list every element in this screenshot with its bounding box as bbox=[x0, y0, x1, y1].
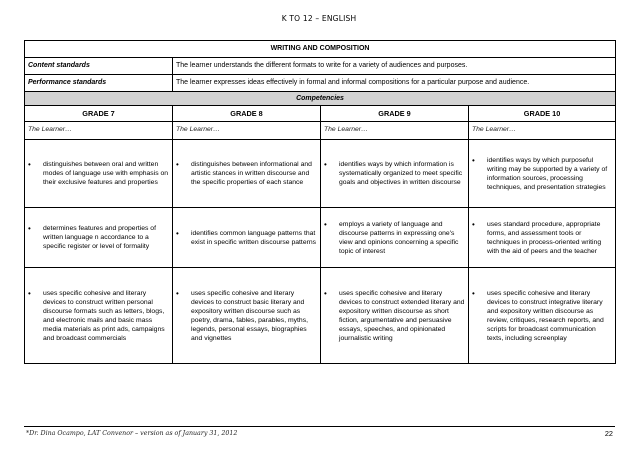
competency-cell bbox=[469, 140, 616, 208]
bullet-icon: • bbox=[324, 219, 327, 229]
competency-cell bbox=[25, 140, 173, 208]
competency-cell bbox=[321, 140, 469, 208]
competency-text: identifies ways by which purposeful writing may be supported by a variety of information sources, processing techniques, and presentation strategies bbox=[487, 156, 608, 191]
competency-text: distinguishes between informational and artistic stances in written discourse and the specific properties of each stance bbox=[191, 161, 312, 186]
competencies-label: Competencies bbox=[25, 92, 616, 106]
performance-standards-row bbox=[25, 75, 616, 92]
learner-label: The Learner… bbox=[321, 122, 469, 140]
competencies-row bbox=[25, 92, 616, 106]
competency-text: uses standard procedure, appropriate forms, and assessment tools or techniques in process-oriented writing with the aid of peers and the teacher bbox=[487, 220, 602, 255]
bullet-icon: • bbox=[176, 228, 179, 238]
bullet-icon: • bbox=[472, 219, 475, 229]
content-standards-row bbox=[25, 58, 616, 75]
competency-text: uses specific cohesive and literary devices to construct written personal discourse formats such as letters, blogs, and electronic mails and basic mass media materials as print ads, campaigns and broadcast commercials bbox=[43, 289, 165, 342]
competency-text: determines features and properties of written language n accordance to a specific register or level of formality bbox=[43, 225, 156, 250]
page-number: 22 bbox=[604, 429, 613, 438]
competency-row bbox=[25, 140, 616, 208]
content-standards-text: The learner understands the different formats to write for a variety of audiences and purposes. bbox=[173, 58, 616, 75]
bullet-icon: • bbox=[28, 288, 31, 298]
page-header: K TO 12 – ENGLISH bbox=[281, 14, 357, 23]
bullet-icon: • bbox=[28, 224, 31, 233]
competency-cell bbox=[173, 208, 321, 268]
grade-header-7: GRADE 7 bbox=[25, 106, 173, 122]
competency-cell bbox=[321, 208, 469, 268]
bullet-icon: • bbox=[176, 160, 179, 169]
page-footer bbox=[24, 426, 615, 439]
competency-cell bbox=[25, 208, 173, 268]
competency-text: identifies ways by which information is systematically organized to meet specific goals and objectives in written discourse bbox=[339, 161, 463, 186]
bullet-icon: • bbox=[324, 160, 327, 169]
learner-label: The Learner… bbox=[173, 122, 321, 140]
bullet-icon: • bbox=[472, 288, 475, 298]
grade-header-row bbox=[25, 106, 616, 122]
learner-label: The Learner… bbox=[469, 122, 616, 140]
competency-row bbox=[25, 268, 616, 364]
competency-text: uses specific cohesive and literary devices to construct integrative literary and expository written discourse as review, critiques, research reports, and scripts for broadcast communication texts, including screenplay bbox=[487, 289, 604, 342]
competency-cell bbox=[173, 268, 321, 364]
competency-text: employs a variety of language and discourse patterns in expressing one's view and opinions concerning a specific topic of interest bbox=[339, 220, 459, 255]
competency-text: uses specific cohesive and literary devices to construct extended literary and expository written discourse as short fiction, argumentative and persuasive essays, speeches, and opinionated journalistic writing bbox=[339, 289, 465, 342]
competency-cell bbox=[25, 268, 173, 364]
section-title: WRITING AND COMPOSITION bbox=[25, 41, 616, 58]
bullet-icon: • bbox=[176, 288, 179, 298]
curriculum-table bbox=[24, 40, 616, 364]
performance-standards-text: The learner expresses ideas effectively in formal and informal compositions for a particular purpose and audience. bbox=[173, 75, 616, 92]
footer-note: *Dr. Dina Ocampo, LAT Convenor – version as of January 31, 2012 bbox=[26, 430, 238, 437]
performance-standards-label: Performance standards bbox=[25, 75, 173, 92]
competency-cell bbox=[469, 268, 616, 364]
bullet-icon: • bbox=[28, 160, 31, 169]
competency-cell bbox=[469, 208, 616, 268]
competency-text: uses specific cohesive and literary devices to construct basic literary and expository written discourse such as poetry, drama, fables, parables, myths, legends, personal essays, biographies and vignettes bbox=[191, 289, 308, 342]
learner-label: The Learner… bbox=[25, 122, 173, 140]
competency-text: distinguishes between oral and written modes of language use with emphasis on their exclusive features and properties bbox=[43, 161, 169, 186]
grade-header-8: GRADE 8 bbox=[173, 106, 321, 122]
bullet-icon: • bbox=[324, 288, 327, 298]
competency-cell bbox=[321, 268, 469, 364]
competency-cell bbox=[173, 140, 321, 208]
learner-row bbox=[25, 122, 616, 140]
bullet-icon: • bbox=[472, 155, 475, 165]
grade-header-10: GRADE 10 bbox=[469, 106, 616, 122]
competency-text: identifies common language patterns that exist in specific written discourse patterns bbox=[191, 229, 317, 246]
section-title-row bbox=[25, 41, 616, 58]
competency-row bbox=[25, 208, 616, 268]
content-standards-label: Content standards bbox=[25, 58, 173, 75]
grade-header-9: GRADE 9 bbox=[321, 106, 469, 122]
